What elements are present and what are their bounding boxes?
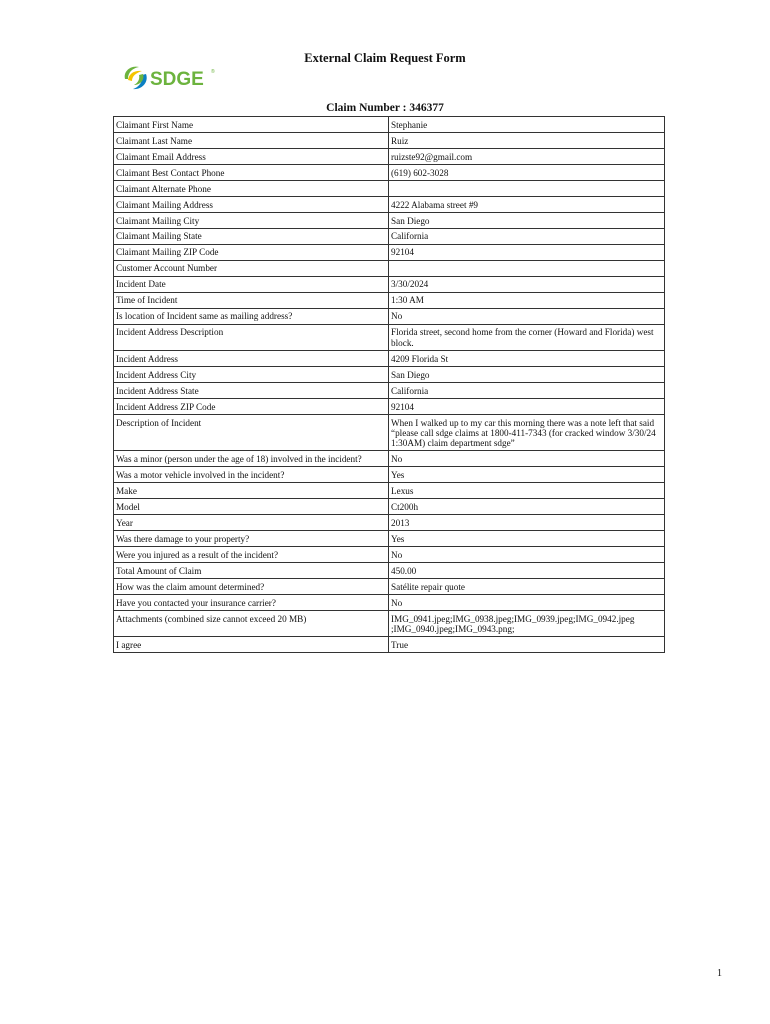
field-label: Claimant First Name [114,117,389,133]
claim-details-table [113,116,665,653]
field-value: 450.00 [389,563,665,579]
field-label: Claimant Last Name [114,132,389,148]
field-value: San Diego [389,366,665,382]
table-row [114,117,665,133]
table-row [114,467,665,483]
table-row [114,499,665,515]
field-value: California [389,228,665,244]
table-row [114,132,665,148]
table-row [114,276,665,292]
field-value: No [389,595,665,611]
field-label: Claimant Mailing City [114,212,389,228]
table-row [114,515,665,531]
table-row [114,451,665,467]
table-row [114,595,665,611]
field-label: Was there damage to your property? [114,531,389,547]
field-label: Incident Address Description [114,324,389,350]
table-row [114,228,665,244]
field-value: 4209 Florida St [389,350,665,366]
field-value: Ruiz [389,132,665,148]
claim-number: Claim Number : 346377 [326,102,444,114]
field-label: I agree [114,637,389,653]
table-row [114,382,665,398]
table-row [114,611,665,637]
field-label: Claimant Best Contact Phone [114,164,389,180]
table-row [114,164,665,180]
table-row [114,366,665,382]
table-row [114,637,665,653]
field-value [389,260,665,276]
field-value: Yes [389,531,665,547]
field-value: 92104 [389,244,665,260]
field-value: 4222 Alabama street #9 [389,196,665,212]
field-value: When I walked up to my car this morning there was a note left that said “please call sdge claims at 1800-411-7343 (for cracked window 3/30/24 1:30AM) claim department sdge” [389,414,665,450]
table-row [114,350,665,366]
field-label: Incident Date [114,276,389,292]
field-value: Ct200h [389,499,665,515]
table-row [114,260,665,276]
table-row [114,414,665,450]
field-label: Make [114,483,389,499]
field-value: Florida street, second home from the corner (Howard and Florida) west block. [389,324,665,350]
svg-text:®: ® [211,69,215,75]
field-label: Claimant Mailing Address [114,196,389,212]
field-label: Model [114,499,389,515]
field-label: Was a minor (person under the age of 18) involved in the incident? [114,451,389,467]
field-value [389,180,665,196]
field-label: Were you injured as a result of the incident? [114,547,389,563]
table-row [114,292,665,308]
sdge-logo [122,62,222,94]
field-label: Year [114,515,389,531]
field-label: Description of Incident [114,414,389,450]
field-label: Total Amount of Claim [114,563,389,579]
field-value: 3/30/2024 [389,276,665,292]
field-label: Time of Incident [114,292,389,308]
field-value: 92104 [389,398,665,414]
field-value: True [389,637,665,653]
field-value: California [389,382,665,398]
table-row [114,579,665,595]
field-value: (619) 602-3028 [389,164,665,180]
field-label: Incident Address [114,350,389,366]
field-value: Yes [389,467,665,483]
field-label: Attachments (combined size cannot exceed 20 MB) [114,611,389,637]
table-row [114,212,665,228]
field-value: Stephanie [389,117,665,133]
field-label: Claimant Alternate Phone [114,180,389,196]
field-label: Is location of Incident same as mailing address? [114,308,389,324]
table-row [114,483,665,499]
table-row [114,563,665,579]
field-label: Claimant Email Address [114,148,389,164]
table-row [114,547,665,563]
svg-text:SDGE: SDGE [150,69,204,90]
field-label: How was the claim amount determined? [114,579,389,595]
field-label: Incident Address State [114,382,389,398]
field-value: No [389,547,665,563]
field-value: Satélite repair quote [389,579,665,595]
field-label: Incident Address City [114,366,389,382]
table-row [114,308,665,324]
field-value: San Diego [389,212,665,228]
page-number: 1 [717,968,722,979]
field-value: No [389,451,665,467]
field-label: Incident Address ZIP Code [114,398,389,414]
table-row [114,324,665,350]
field-label: Claimant Mailing ZIP Code [114,244,389,260]
sdge-logo-mark-icon [125,67,147,89]
field-value: 2013 [389,515,665,531]
field-value: 1:30 AM [389,292,665,308]
table-row [114,196,665,212]
table-row [114,531,665,547]
table-row [114,180,665,196]
field-label: Claimant Mailing State [114,228,389,244]
field-label: Was a motor vehicle involved in the incident? [114,467,389,483]
field-label: Customer Account Number [114,260,389,276]
table-row [114,148,665,164]
table-row [114,244,665,260]
document-title: External Claim Request Form [304,51,466,65]
field-value: IMG_0941.jpeg;IMG_0938.jpeg;IMG_0939.jpeg;IMG_0942.jpeg ;IMG_0940.jpeg;IMG_0943.png; [389,611,665,637]
field-value: No [389,308,665,324]
field-value: ruizste92@gmail.com [389,148,665,164]
field-label: Have you contacted your insurance carrier? [114,595,389,611]
table-row [114,398,665,414]
field-value: Lexus [389,483,665,499]
